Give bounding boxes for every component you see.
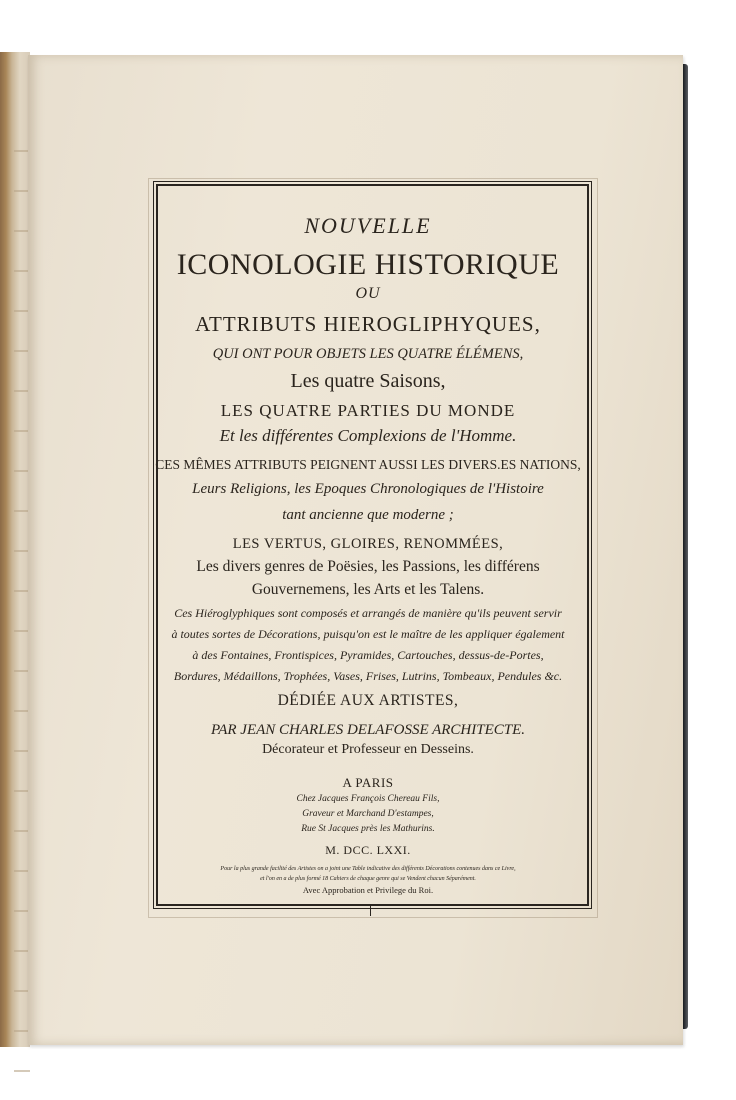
imprint-a-paris: A PARIS xyxy=(342,775,394,790)
title-complexions: Et les différentes Complexions de l'Homme. xyxy=(219,426,517,445)
imprint-chez: Chez Jacques François Chereau Fils, xyxy=(296,794,440,804)
imprint-date: M. DCC. LXXI. xyxy=(325,843,411,857)
imprint-rue: Rue St Jacques près les Mathurins. xyxy=(301,824,435,834)
title-hieroglyphiques: Ces Hiéroglyphiques sont composés et arrangés de manière qu'ils peuvent servir xyxy=(174,606,562,620)
note-line-2: et l'on en a de plus formé 18 Cahiers de chaque genre qui se Vendent chacun Séparément. xyxy=(260,876,476,882)
title-dediee: DÉDIÉE AUX ARTISTES, xyxy=(277,692,459,709)
imprint-graveur: Graveur et Marchand D'estampes, xyxy=(302,809,434,819)
title-saisons: Les quatre Saisons, xyxy=(290,370,446,392)
title-sortes: à toutes sortes de Décorations, puisqu'on est le maître de les appliquer également xyxy=(171,627,565,641)
title-fontaines: à des Fontaines, Frontispices, Pyramides, Cartouches, dessus-de-Portes, xyxy=(192,648,544,662)
title-bordures: Bordures, Médaillons, Trophées, Vases, Frises, Lutrins, Tombeaux, Pendules &c. xyxy=(173,669,563,683)
title-gouvernemens: Gouvernemens, les Arts et les Talens. xyxy=(251,581,485,598)
title-ou: OU xyxy=(355,285,381,302)
plate-tick-mark xyxy=(370,906,371,916)
title-genres: Les divers genres de Poësies, les Passions, les différens xyxy=(196,558,540,575)
title-parties: LES QUATRE PARTIES DU MONDE xyxy=(220,401,516,420)
title-iconologie: ICONOLOGIE HISTORIQUE xyxy=(176,248,560,281)
privilege-line: Avec Approbation et Privilege du Roi. xyxy=(302,885,434,895)
title-ancienne: tant ancienne que moderne ; xyxy=(282,507,454,523)
title-attributs: ATTRIBUTS HIEROGLIPHYQUES, xyxy=(195,312,541,336)
title-vertus: LES VERTUS, GLOIRES, RENOMMÉES, xyxy=(232,536,504,552)
note-line-1: Pour la plus grande facilité des Artistes on a joint une Table indicative des différents Décorations contenues dans ce Livre, xyxy=(220,866,516,872)
title-religions: Leurs Religions, les Epoques Chronologiques de l'Histoire xyxy=(192,481,544,497)
title-memes-attributs: CES MÊMES ATTRIBUTS PEIGNENT AUSSI LES DIVERS.ES NATIONS, xyxy=(155,457,581,472)
title-qui-ont: QUI ONT POUR OBJETS LES QUATRE ÉLÉMENS, xyxy=(212,346,524,362)
title-nouvelle: NOUVELLE xyxy=(304,213,432,238)
title-author: PAR JEAN CHARLES DELAFOSSE ARCHITECTE. xyxy=(210,722,526,738)
title-decorateur: Décorateur et Professeur en Desseins. xyxy=(262,742,474,757)
